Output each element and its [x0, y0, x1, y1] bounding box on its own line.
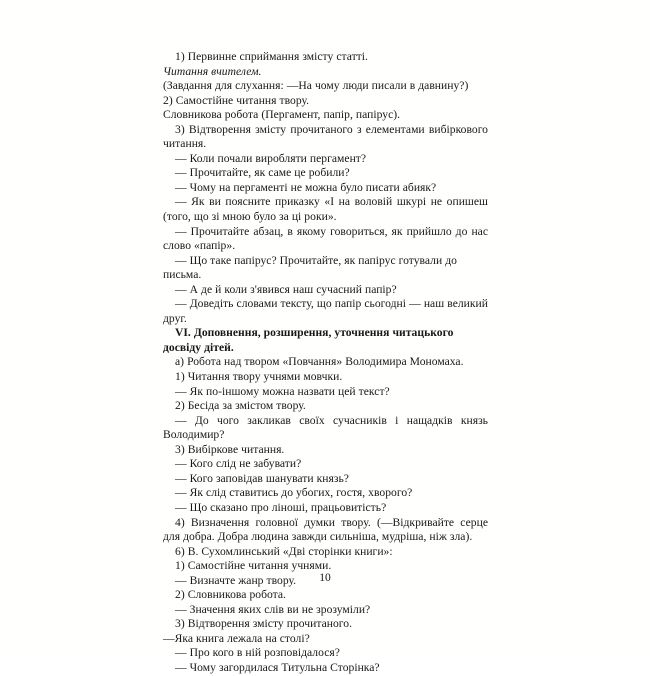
text-line: 2) Словникова робота. [175, 588, 286, 602]
text-line: 3) Відтворення змісту прочитаного з елементами вибіркового читання. [163, 122, 488, 151]
text-line: —Яка книга лежала на столі? [163, 631, 310, 645]
text-line: — До чого закликав своїх сучасників і нащадків князь Володимир? [163, 413, 488, 442]
text-line: — Прочитайте абзац, в якому говориться, як прийшло до нас слово «папір». [163, 224, 488, 253]
text-line: 6) В. Сухомлинський «Дві сторінки книги»: [175, 544, 393, 558]
text-line: — Кого слід не забувати? [175, 457, 302, 471]
text-line: — Що таке папірус? Прочитайте, як папірус готували до письма. [163, 253, 457, 282]
text-line: — Кого заповідав шанувати князь? [175, 471, 349, 485]
text-line: (Завдання для слухання: —На чому люди писали в давнину?) [163, 79, 469, 93]
text-line: — Коли почали виробляти пергамент? [175, 151, 367, 165]
text-line: 1) Читання твору учнями мовчки. [175, 370, 343, 384]
page-number: 10 [319, 571, 331, 584]
section-heading-vi: VI. Доповнення, розширення, уточнення читацького досвіду дітей. [163, 326, 454, 354]
text-line: — Визначте жанр твору. [175, 573, 297, 587]
text-line: 3) Вибіркове читання. [175, 442, 285, 456]
text-line: 1) Самостійне читання учнями. [175, 559, 332, 573]
text-line: — Чому на пергаменті не можна було писати абияк? [175, 180, 437, 194]
text-line: 3) Відтворення змісту прочитаного. [175, 617, 353, 631]
text-line: 4) Визначення головної думки твору. (—Відкривайте серце для добра. Добра людина завжди сильніша, мудріша, ніж зла). [163, 515, 488, 544]
text-line: — Що сказано про ліноші, працьовитість? [175, 500, 387, 514]
text-line: а) Робота над твором «Повчання» Володимира Мономаха. [175, 355, 464, 369]
text-line: — А де й коли з'явився наш сучасний папір? [175, 282, 397, 296]
text-line: 2) Бесіда за змістом твору. [175, 399, 306, 413]
text-line: Словникова робота (Пергамент, папір, папірус). [163, 108, 401, 122]
text-line: — Як слід ставитись до убогих, гостя, хворого? [175, 486, 413, 500]
text-line: — Значення яких слів ви не зрозуміли? [175, 602, 371, 616]
text-line: 2) Самостійне читання твору. [163, 93, 310, 107]
text-line-italic: Читання вчителем. [163, 64, 262, 78]
text-line: — Прочитайте, як саме це робили? [175, 166, 350, 180]
text-line: — Чому загордилася Титульна Сторінка? [175, 660, 380, 674]
text-line: — Доведіть словами тексту, що папір сьогодні — наш великий друг. [163, 297, 488, 325]
text-line: — Про кого в ній розповідалося? [175, 646, 340, 660]
text-line: — Як ви поясните приказку «І на воловій шкурі не опишеш (того, що зі мною було за ці роки». [163, 195, 488, 224]
text-line: — Як по-іншому можна назвати цей текст? [175, 384, 390, 398]
text-line: 1) Первинне сприймання змісту статті. [175, 50, 368, 63]
